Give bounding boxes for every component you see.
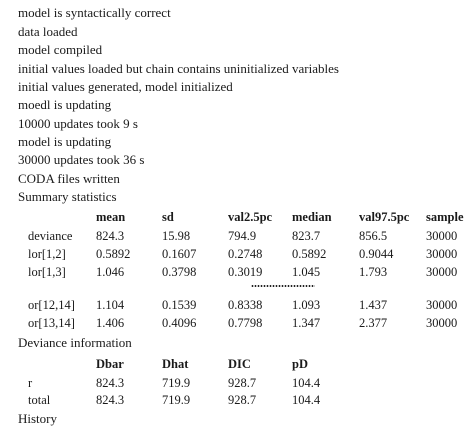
table-cell: 30000 (426, 265, 458, 279)
log-line: moedl is updating (18, 97, 112, 112)
table-cell: 1.104 (96, 298, 125, 312)
table-cell: 856.5 (359, 229, 388, 243)
table-cell: 1.437 (359, 298, 388, 312)
log-line: initial values loaded but chain contains uninitialized variables (18, 61, 339, 76)
summary-statistics-title: Summary statistics (18, 189, 117, 204)
table-cell: 0.9044 (359, 247, 394, 261)
table-cell: 0.4096 (162, 316, 197, 330)
table-cell: 0.7798 (228, 316, 263, 330)
log-line: initial values generated, model initialized (18, 79, 233, 94)
table-cell: 928.7 (228, 376, 257, 390)
table-cell: 1.046 (96, 265, 125, 279)
log-line: 10000 updates took 9 s (18, 116, 138, 131)
table-cell: 0.1539 (162, 298, 197, 312)
history-label: History (18, 411, 57, 426)
table-cell: 0.5892 (96, 247, 131, 261)
row-label: deviance (28, 229, 73, 243)
deviance-information-title: Deviance information (18, 335, 132, 350)
column-header-val97-5pc: val97.5pc (359, 210, 410, 224)
column-header-sample: sample (426, 210, 464, 224)
table-cell: 1.406 (96, 316, 125, 330)
table-cell: 0.8338 (228, 298, 263, 312)
column-header-dhat: Dhat (162, 357, 189, 371)
column-header-mean: mean (96, 210, 126, 224)
table-cell: 719.9 (162, 393, 191, 407)
column-header-sd: sd (162, 210, 174, 224)
table-cell: 0.1607 (162, 247, 197, 261)
table-cell: 794.9 (228, 229, 257, 243)
log-line: model is syntactically correct (18, 5, 171, 20)
table-cell: 104.4 (292, 393, 321, 407)
table-cell: 719.9 (162, 376, 191, 390)
row-label: total (28, 393, 51, 407)
table-cell: 823.7 (292, 229, 321, 243)
table-cell: 30000 (426, 229, 458, 243)
log-line: data loaded (18, 24, 78, 39)
column-header-pd: pD (292, 357, 308, 371)
table-cell: 1.793 (359, 265, 388, 279)
log-line: model compiled (18, 42, 103, 57)
column-header-median: median (292, 210, 332, 224)
log-line: 30000 updates took 36 s (18, 152, 145, 167)
table-cell: 0.3019 (228, 265, 263, 279)
column-header-dic: DIC (228, 357, 251, 371)
table-cell: 1.045 (292, 265, 321, 279)
table-cell: 15.98 (162, 229, 191, 243)
table-cell: 104.4 (292, 376, 321, 390)
table-cell: 30000 (426, 247, 458, 261)
table-cell: 2.377 (359, 316, 388, 330)
column-header-dbar: Dbar (96, 357, 124, 371)
table-cell: 824.3 (96, 229, 125, 243)
table-cell: 824.3 (96, 393, 125, 407)
table-cell: 30000 (426, 316, 458, 330)
row-label: or[12,14] (28, 298, 75, 312)
table-cell: 0.2748 (228, 247, 263, 261)
row-label: or[13,14] (28, 316, 75, 330)
table-cell: 30000 (426, 298, 458, 312)
column-header-val2-5pc: val2.5pc (228, 210, 273, 224)
table-cell: 1.347 (292, 316, 321, 330)
row-label: lor[1,3] (28, 265, 66, 279)
table-cell: 928.7 (228, 393, 257, 407)
row-label: r (28, 376, 33, 390)
log-line: CODA files written (18, 171, 120, 186)
ellipsis-dots (251, 285, 315, 287)
table-cell: 0.5892 (292, 247, 327, 261)
table-cell: 0.3798 (162, 265, 197, 279)
table-cell: 1.093 (292, 298, 321, 312)
log-line: model is updating (18, 134, 112, 149)
table-cell: 824.3 (96, 376, 125, 390)
row-label: lor[1,2] (28, 247, 66, 261)
